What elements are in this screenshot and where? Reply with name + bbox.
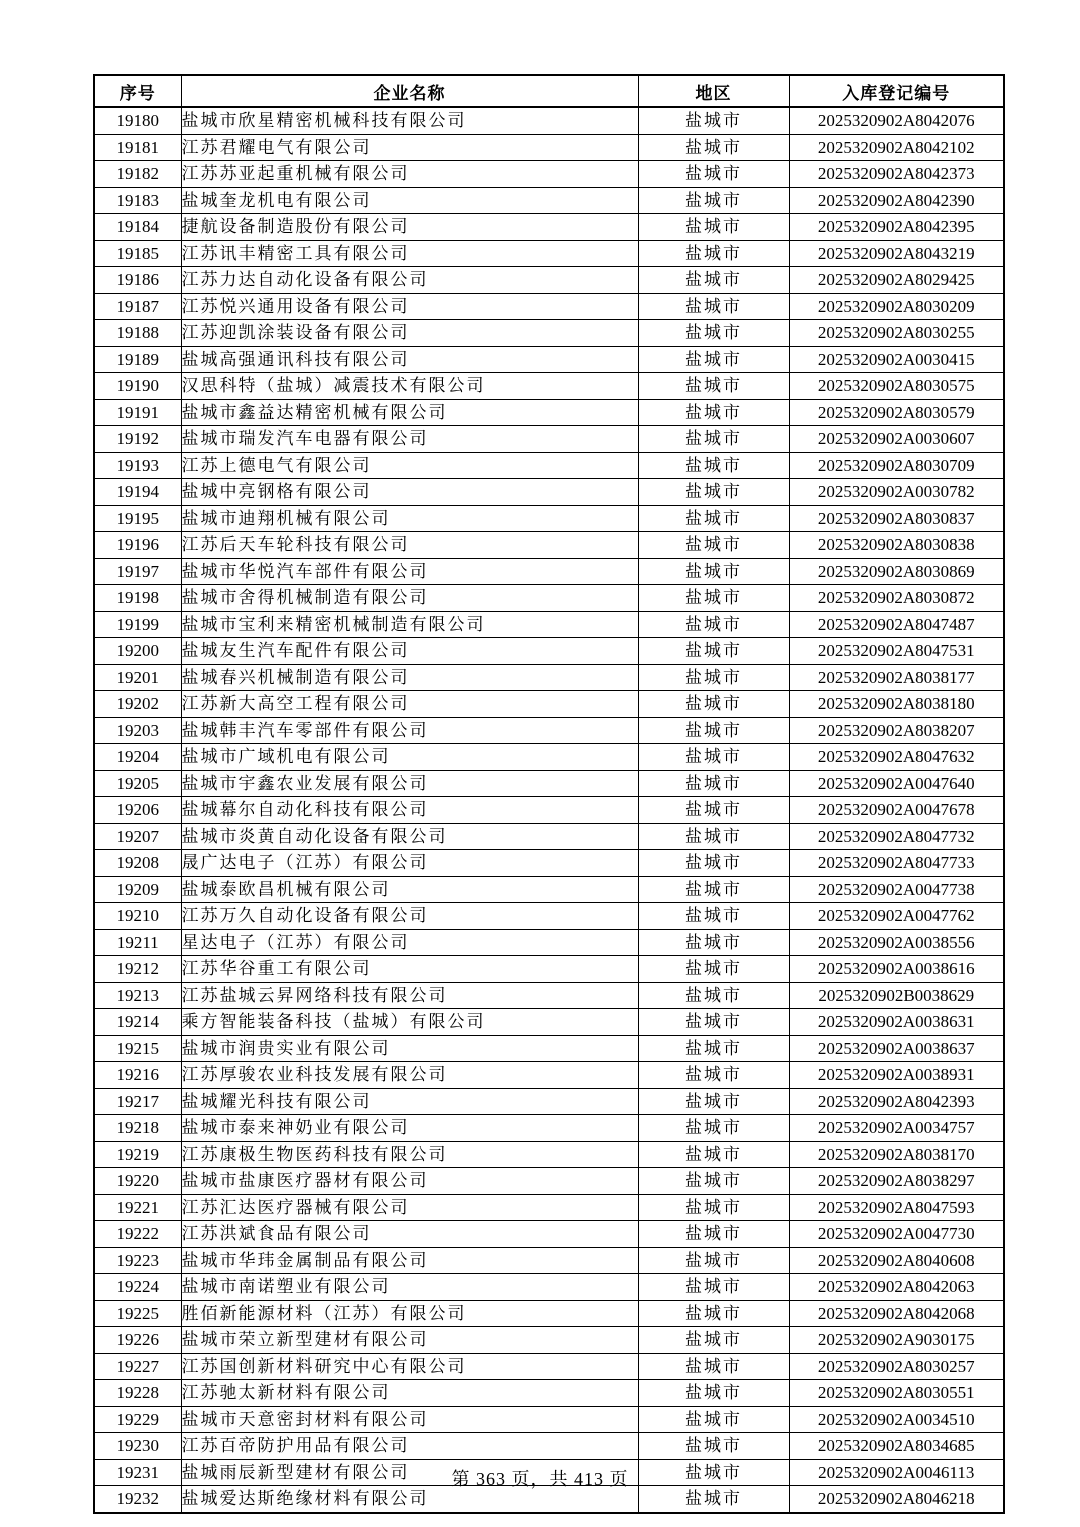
company-name-cell: 江苏百帝防护用品有限公司: [181, 1433, 638, 1460]
serial-number-cell: 19200: [94, 638, 181, 665]
table-row: [94, 691, 1004, 718]
company-name-cell: 盐城市荣立新型建材有限公司: [181, 1327, 638, 1354]
registration-number-cell: 2025320902A0038556: [789, 929, 1004, 956]
region-cell: 盐城市: [638, 664, 789, 691]
header-region: 地区: [638, 75, 789, 107]
region-cell: 盐城市: [638, 1141, 789, 1168]
region-cell: 盐城市: [638, 770, 789, 797]
company-name-cell: 江苏迎凯涂装设备有限公司: [181, 320, 638, 347]
region-cell: 盐城市: [638, 267, 789, 294]
serial-number-cell: 19207: [94, 823, 181, 850]
table-row: [94, 452, 1004, 479]
serial-number-cell: 19191: [94, 399, 181, 426]
serial-number-cell: 19209: [94, 876, 181, 903]
table-row: [94, 505, 1004, 532]
company-name-cell: 江苏洪斌食品有限公司: [181, 1221, 638, 1248]
company-name-cell: 盐城市炎黄自动化设备有限公司: [181, 823, 638, 850]
company-name-cell: 盐城奎龙机电有限公司: [181, 187, 638, 214]
registration-number-cell: 2025320902A8047632: [789, 744, 1004, 771]
company-name-cell: 星达电子（江苏）有限公司: [181, 929, 638, 956]
registration-number-cell: 2025320902A8042390: [789, 187, 1004, 214]
table-row: [94, 1009, 1004, 1036]
company-name-cell: 盐城爱达斯绝缘材料有限公司: [181, 1486, 638, 1513]
registration-number-cell: 2025320902A8030579: [789, 399, 1004, 426]
table-row: [94, 717, 1004, 744]
registration-number-cell: 2025320902A0047730: [789, 1221, 1004, 1248]
serial-number-cell: 19195: [94, 505, 181, 532]
serial-number-cell: 19181: [94, 134, 181, 161]
region-cell: 盐城市: [638, 1433, 789, 1460]
region-cell: 盐城市: [638, 558, 789, 585]
region-cell: 盐城市: [638, 505, 789, 532]
serial-number-cell: 19217: [94, 1088, 181, 1115]
table-row: [94, 585, 1004, 612]
serial-number-cell: 19208: [94, 850, 181, 877]
table-row: [94, 1406, 1004, 1433]
region-cell: 盐城市: [638, 797, 789, 824]
table-row: [94, 1168, 1004, 1195]
serial-number-cell: 19222: [94, 1221, 181, 1248]
company-name-cell: 盐城市迪翔机械有限公司: [181, 505, 638, 532]
table-row: [94, 161, 1004, 188]
registration-number-cell: 2025320902A8030872: [789, 585, 1004, 612]
table-row: [94, 1088, 1004, 1115]
region-cell: 盐城市: [638, 373, 789, 400]
table-row: [94, 1380, 1004, 1407]
registration-number-cell: 2025320902A8042393: [789, 1088, 1004, 1115]
serial-number-cell: 19193: [94, 452, 181, 479]
company-name-cell: 胜佰新能源材料（江苏）有限公司: [181, 1300, 638, 1327]
region-cell: 盐城市: [638, 1088, 789, 1115]
registration-number-cell: 2025320902A8030575: [789, 373, 1004, 400]
registration-number-cell: 2025320902A8047593: [789, 1194, 1004, 1221]
region-cell: 盐城市: [638, 585, 789, 612]
serial-number-cell: 19218: [94, 1115, 181, 1142]
table-row: [94, 187, 1004, 214]
serial-number-cell: 19226: [94, 1327, 181, 1354]
region-cell: 盐城市: [638, 293, 789, 320]
table-row: [94, 1353, 1004, 1380]
table-row: [94, 876, 1004, 903]
region-cell: 盐城市: [638, 1274, 789, 1301]
serial-number-cell: 19206: [94, 797, 181, 824]
registration-number-cell: 2025320902A8030257: [789, 1353, 1004, 1380]
registration-number-cell: 2025320902A8030551: [789, 1380, 1004, 1407]
region-cell: 盐城市: [638, 611, 789, 638]
region-cell: 盐城市: [638, 1406, 789, 1433]
serial-number-cell: 19223: [94, 1247, 181, 1274]
company-name-cell: 江苏后天车轮科技有限公司: [181, 532, 638, 559]
registration-number-cell: 2025320902A8047733: [789, 850, 1004, 877]
registration-number-cell: 2025320902A0030607: [789, 426, 1004, 453]
serial-number-cell: 19220: [94, 1168, 181, 1195]
table-row: [94, 320, 1004, 347]
registration-number-cell: 2025320902A0046113: [789, 1459, 1004, 1486]
company-name-cell: 盐城市宇鑫农业发展有限公司: [181, 770, 638, 797]
region-cell: 盐城市: [638, 929, 789, 956]
region-cell: 盐城市: [638, 1115, 789, 1142]
serial-number-cell: 19227: [94, 1353, 181, 1380]
region-cell: 盐城市: [638, 1009, 789, 1036]
table-row: [94, 346, 1004, 373]
region-cell: 盐城市: [638, 214, 789, 241]
company-name-cell: 乘方智能装备科技（盐城）有限公司: [181, 1009, 638, 1036]
company-name-cell: 江苏汇达医疗器械有限公司: [181, 1194, 638, 1221]
company-table-body: [94, 107, 1004, 1513]
header-company-name: 企业名称: [181, 75, 638, 107]
region-cell: 盐城市: [638, 107, 789, 134]
region-cell: 盐城市: [638, 1380, 789, 1407]
table-row: [94, 982, 1004, 1009]
company-name-cell: 江苏华谷重工有限公司: [181, 956, 638, 983]
serial-number-cell: 19221: [94, 1194, 181, 1221]
serial-number-cell: 19228: [94, 1380, 181, 1407]
registration-number-cell: 2025320902A8047487: [789, 611, 1004, 638]
region-cell: 盐城市: [638, 1194, 789, 1221]
region-cell: 盐城市: [638, 479, 789, 506]
registration-number-cell: 2025320902A8038170: [789, 1141, 1004, 1168]
table-row: [94, 1274, 1004, 1301]
region-cell: 盐城市: [638, 187, 789, 214]
company-name-cell: 盐城市鑫益达精密机械有限公司: [181, 399, 638, 426]
table-row: [94, 956, 1004, 983]
company-name-cell: 盐城市华悦汽车部件有限公司: [181, 558, 638, 585]
company-name-cell: 晟广达电子（江苏）有限公司: [181, 850, 638, 877]
registration-number-cell: 2025320902A8043219: [789, 240, 1004, 267]
region-cell: 盐城市: [638, 903, 789, 930]
company-name-cell: 捷航设备制造股份有限公司: [181, 214, 638, 241]
company-name-cell: 江苏悦兴通用设备有限公司: [181, 293, 638, 320]
registration-number-cell: 2025320902A0047678: [789, 797, 1004, 824]
company-name-cell: 江苏万久自动化设备有限公司: [181, 903, 638, 930]
serial-number-cell: 19186: [94, 267, 181, 294]
serial-number-cell: 19197: [94, 558, 181, 585]
table-row: [94, 1327, 1004, 1354]
company-name-cell: 盐城市润贵实业有限公司: [181, 1035, 638, 1062]
registration-number-cell: 2025320902A0030782: [789, 479, 1004, 506]
registration-number-cell: 2025320902A8038180: [789, 691, 1004, 718]
registration-number-cell: 2025320902A0038631: [789, 1009, 1004, 1036]
serial-number-cell: 19185: [94, 240, 181, 267]
region-cell: 盐城市: [638, 1486, 789, 1513]
company-name-cell: 盐城市泰来神奶业有限公司: [181, 1115, 638, 1142]
company-name-cell: 盐城泰欧昌机械有限公司: [181, 876, 638, 903]
company-name-cell: 盐城市瑞发汽车电器有限公司: [181, 426, 638, 453]
company-name-cell: 盐城市欣星精密机械科技有限公司: [181, 107, 638, 134]
serial-number-cell: 19219: [94, 1141, 181, 1168]
header-registration-number: 入库登记编号: [789, 75, 1004, 107]
region-cell: 盐城市: [638, 320, 789, 347]
registration-number-cell: 2025320902A0030415: [789, 346, 1004, 373]
region-cell: 盐城市: [638, 1035, 789, 1062]
registration-number-cell: 2025320902A0038616: [789, 956, 1004, 983]
serial-number-cell: 19183: [94, 187, 181, 214]
region-cell: 盐城市: [638, 956, 789, 983]
table-row: [94, 267, 1004, 294]
serial-number-cell: 19202: [94, 691, 181, 718]
serial-number-cell: 19182: [94, 161, 181, 188]
registration-number-cell: 2025320902A8042068: [789, 1300, 1004, 1327]
registration-number-cell: 2025320902A9030175: [789, 1327, 1004, 1354]
serial-number-cell: 19205: [94, 770, 181, 797]
company-name-cell: 盐城雨辰新型建材有限公司: [181, 1459, 638, 1486]
serial-number-cell: 19198: [94, 585, 181, 612]
table-row: [94, 1035, 1004, 1062]
serial-number-cell: 19213: [94, 982, 181, 1009]
table-row: [94, 611, 1004, 638]
region-cell: 盐城市: [638, 426, 789, 453]
registration-number-cell: 2025320902A0038931: [789, 1062, 1004, 1089]
region-cell: 盐城市: [638, 850, 789, 877]
table-row: [94, 214, 1004, 241]
company-name-cell: 盐城市华玮金属制品有限公司: [181, 1247, 638, 1274]
table-row: [94, 1300, 1004, 1327]
registration-number-cell: 2025320902A8030255: [789, 320, 1004, 347]
serial-number-cell: 19187: [94, 293, 181, 320]
serial-number-cell: 19231: [94, 1459, 181, 1486]
registration-number-cell: 2025320902A8042395: [789, 214, 1004, 241]
table-row: [94, 770, 1004, 797]
company-name-cell: 盐城市舍得机械制造有限公司: [181, 585, 638, 612]
registration-number-cell: 2025320902A8030209: [789, 293, 1004, 320]
registration-number-cell: 2025320902A0047738: [789, 876, 1004, 903]
region-cell: 盐城市: [638, 691, 789, 718]
table-row: [94, 1433, 1004, 1460]
company-name-cell: 江苏盐城云昇网络科技有限公司: [181, 982, 638, 1009]
region-cell: 盐城市: [638, 744, 789, 771]
region-cell: 盐城市: [638, 823, 789, 850]
table-row: [94, 1062, 1004, 1089]
company-name-cell: 盐城韩丰汽车零部件有限公司: [181, 717, 638, 744]
table-row: [94, 293, 1004, 320]
company-name-cell: 盐城市盐康医疗器材有限公司: [181, 1168, 638, 1195]
registration-number-cell: 2025320902A8030709: [789, 452, 1004, 479]
region-cell: 盐城市: [638, 876, 789, 903]
table-row: [94, 107, 1004, 134]
table-row: [94, 558, 1004, 585]
company-name-cell: 汉思科特（盐城）减震技术有限公司: [181, 373, 638, 400]
serial-number-cell: 19216: [94, 1062, 181, 1089]
region-cell: 盐城市: [638, 717, 789, 744]
table-row: [94, 850, 1004, 877]
region-cell: 盐城市: [638, 399, 789, 426]
company-registry-table: [93, 74, 1005, 1514]
registration-number-cell: 2025320902A0047762: [789, 903, 1004, 930]
region-cell: 盐城市: [638, 982, 789, 1009]
company-name-cell: 江苏苏亚起重机械有限公司: [181, 161, 638, 188]
table-row: [94, 426, 1004, 453]
registration-number-cell: 2025320902A0038637: [789, 1035, 1004, 1062]
registration-number-cell: 2025320902A0034757: [789, 1115, 1004, 1142]
company-name-cell: 盐城市天意密封材料有限公司: [181, 1406, 638, 1433]
company-name-cell: 江苏国创新材料研究中心有限公司: [181, 1353, 638, 1380]
table-row: [94, 744, 1004, 771]
region-cell: 盐城市: [638, 1062, 789, 1089]
serial-number-cell: 19204: [94, 744, 181, 771]
region-cell: 盐城市: [638, 1327, 789, 1354]
company-name-cell: 江苏君耀电气有限公司: [181, 134, 638, 161]
registration-number-cell: 2025320902A8038177: [789, 664, 1004, 691]
region-cell: 盐城市: [638, 532, 789, 559]
table-row: [94, 373, 1004, 400]
table-row: [94, 1115, 1004, 1142]
table-row: [94, 532, 1004, 559]
company-name-cell: 盐城友生汽车配件有限公司: [181, 638, 638, 665]
table-row: [94, 638, 1004, 665]
company-name-cell: 盐城市宝利来精密机械制造有限公司: [181, 611, 638, 638]
region-cell: 盐城市: [638, 346, 789, 373]
serial-number-cell: 19225: [94, 1300, 181, 1327]
table-row: [94, 1221, 1004, 1248]
company-name-cell: 盐城幕尔自动化科技有限公司: [181, 797, 638, 824]
registration-number-cell: 2025320902A8042373: [789, 161, 1004, 188]
serial-number-cell: 19203: [94, 717, 181, 744]
region-cell: 盐城市: [638, 1300, 789, 1327]
serial-number-cell: 19180: [94, 107, 181, 134]
region-cell: 盐城市: [638, 452, 789, 479]
registration-number-cell: 2025320902A0034510: [789, 1406, 1004, 1433]
region-cell: 盐城市: [638, 1459, 789, 1486]
serial-number-cell: 19215: [94, 1035, 181, 1062]
company-name-cell: 江苏康极生物医药科技有限公司: [181, 1141, 638, 1168]
region-cell: 盐城市: [638, 1221, 789, 1248]
company-name-cell: 江苏厚骏农业科技发展有限公司: [181, 1062, 638, 1089]
serial-number-cell: 19188: [94, 320, 181, 347]
page-number-footer: 第 363 页，共 413 页: [451, 1469, 629, 1489]
registration-number-cell: 2025320902A8047732: [789, 823, 1004, 850]
serial-number-cell: 19184: [94, 214, 181, 241]
region-cell: 盐城市: [638, 134, 789, 161]
registration-number-cell: 2025320902A8030869: [789, 558, 1004, 585]
company-name-cell: 盐城市南诺塑业有限公司: [181, 1274, 638, 1301]
region-cell: 盐城市: [638, 1353, 789, 1380]
company-name-cell: 盐城高强通讯科技有限公司: [181, 346, 638, 373]
company-name-cell: 江苏上德电气有限公司: [181, 452, 638, 479]
company-name-cell: 江苏驰太新材料有限公司: [181, 1380, 638, 1407]
registration-number-cell: 2025320902B0038629: [789, 982, 1004, 1009]
table-row: [94, 929, 1004, 956]
serial-number-cell: 19201: [94, 664, 181, 691]
registration-number-cell: 2025320902A8038207: [789, 717, 1004, 744]
registration-number-cell: 2025320902A8042063: [789, 1274, 1004, 1301]
serial-number-cell: 19196: [94, 532, 181, 559]
serial-number-cell: 19192: [94, 426, 181, 453]
serial-number-cell: 19190: [94, 373, 181, 400]
table-row: [94, 399, 1004, 426]
table-row: [94, 823, 1004, 850]
company-name-cell: 江苏新大高空工程有限公司: [181, 691, 638, 718]
serial-number-cell: 19232: [94, 1486, 181, 1513]
company-name-cell: 江苏力达自动化设备有限公司: [181, 267, 638, 294]
company-name-cell: 盐城耀光科技有限公司: [181, 1088, 638, 1115]
table-row: [94, 1247, 1004, 1274]
registration-number-cell: 2025320902A8030838: [789, 532, 1004, 559]
serial-number-cell: 19189: [94, 346, 181, 373]
registration-number-cell: 2025320902A8046218: [789, 1486, 1004, 1513]
table-row: [94, 664, 1004, 691]
region-cell: 盐城市: [638, 638, 789, 665]
company-name-cell: 江苏讯丰精密工具有限公司: [181, 240, 638, 267]
serial-number-cell: 19194: [94, 479, 181, 506]
table-row: [94, 479, 1004, 506]
table-row: [94, 240, 1004, 267]
region-cell: 盐城市: [638, 1247, 789, 1274]
table-row: [94, 797, 1004, 824]
serial-number-cell: 19211: [94, 929, 181, 956]
table-row: [94, 134, 1004, 161]
table-row: [94, 903, 1004, 930]
serial-number-cell: 19224: [94, 1274, 181, 1301]
registration-number-cell: 2025320902A8030837: [789, 505, 1004, 532]
registration-number-cell: 2025320902A8042076: [789, 107, 1004, 134]
header-serial-number: 序号: [94, 75, 181, 107]
serial-number-cell: 19199: [94, 611, 181, 638]
table-header: [94, 75, 1004, 107]
registration-number-cell: 2025320902A8038297: [789, 1168, 1004, 1195]
registration-number-cell: 2025320902A8029425: [789, 267, 1004, 294]
registration-number-cell: 2025320902A8034685: [789, 1433, 1004, 1460]
serial-number-cell: 19214: [94, 1009, 181, 1036]
serial-number-cell: 19212: [94, 956, 181, 983]
region-cell: 盐城市: [638, 1168, 789, 1195]
serial-number-cell: 19230: [94, 1433, 181, 1460]
region-cell: 盐城市: [638, 240, 789, 267]
registration-number-cell: 2025320902A8040608: [789, 1247, 1004, 1274]
serial-number-cell: 19210: [94, 903, 181, 930]
table-row: [94, 1141, 1004, 1168]
company-name-cell: 盐城市广域机电有限公司: [181, 744, 638, 771]
table-row: [94, 1194, 1004, 1221]
company-name-cell: 盐城中亮钢格有限公司: [181, 479, 638, 506]
region-cell: 盐城市: [638, 161, 789, 188]
company-name-cell: 盐城春兴机械制造有限公司: [181, 664, 638, 691]
serial-number-cell: 19229: [94, 1406, 181, 1433]
registration-number-cell: 2025320902A8047531: [789, 638, 1004, 665]
table-header-row: [94, 75, 1004, 107]
registration-number-cell: 2025320902A8042102: [789, 134, 1004, 161]
registration-number-cell: 2025320902A0047640: [789, 770, 1004, 797]
